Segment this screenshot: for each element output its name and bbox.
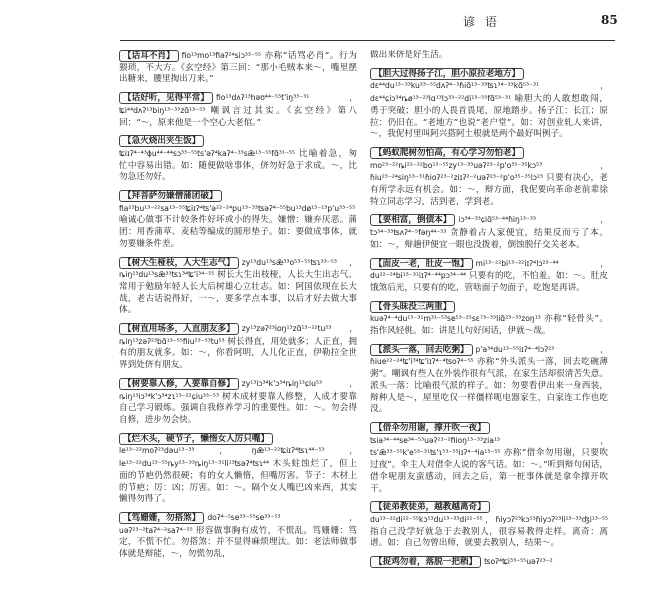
entry-term: 【树直用场多，人直朋友多】 (119, 323, 239, 335)
entry-definition: 树长大生出枝桠，人长大生出志气。常用于勉励年轻人长大后树雄心立壮志。如：阿国依现在长大哉，老古话说得好，一～，要多学点本事，以后才好去做大事体。 (119, 270, 357, 316)
entry-definition: 亦称“借伞勿用谢，只要吹过夜”。伞主人对借伞人说的客气话。如：～。”听到辩句闲话，借伞呢朋友蛮感动，回去之后，第一桩事体就是拿伞撑开吹干。 (370, 448, 608, 494)
dictionary-entry (370, 214, 608, 251)
entry-definition: 亦称“轻骨头”。指作风轻佻。如：讲是儿句好闲话，伊就～哉。 (370, 314, 608, 337)
entry-term: 【派头一落，回去吃粥】 (370, 344, 473, 356)
entry-definition: 只要有的吃，不怕羞。如：～。肚皮饿煞后光，只要有的吃，管啥面子勿面子，吃饱是再讲。 (370, 271, 608, 293)
dictionary-entry (370, 556, 608, 569)
dictionary-entry (119, 257, 357, 318)
entry-term: 【拜菩萨勿嫌僧蒲团破】 (119, 190, 222, 202)
dictionary-entry (370, 344, 608, 416)
entry-term: 【借伞勿用谢，撑开吹一夜】 (370, 422, 490, 434)
right-column (370, 50, 608, 605)
entry-phonetic: du¹³⁻²²di²²⁻⁵⁵kɔ⁵³du¹³⁻³³di²²⁻⁵⁵，ɦiyɔʔ²³kɔ⁵³ɦiyɔʔ²³li¹³⁻³³ʤi¹³⁻⁵⁵ (370, 514, 608, 524)
dictionary-entry (119, 512, 357, 561)
entry-definition: 指自己没学好就急于去教别人，很容易教得走样。离奇：离谱。如：自己勿曾出师，就要去教别人，结果～。 (370, 526, 608, 549)
header-rule (120, 40, 615, 41)
entry-definition: 喻胆大的人敢想敢闯，勇于突破；胆小的人畏首畏尾，原地踏步。扬子江：长江；原拉：仍旧在。“老地方”也说“老户堂”。如：对创业轧人来讲，～，我伲村里叫阿兴搭阿土根就是两个最好叫例子。 (370, 94, 608, 140)
entry-phonetic: iɔ³⁴⁻³³ɕiɑ̃⁵³⁻⁴⁴ɦiŋ¹³⁻³³，tɔ³⁴⁻³³ʦʌʔ⁴⁻⁵fəŋ⁴⁴⁻⁵³ (370, 215, 608, 238)
entry-term: 【骨头昧没三两重】 (370, 301, 455, 313)
entry-definition: 比喻着急，匆忙中容易出错。如：随便做啥事体，侪勿好急于求成。～，比勿急还勿好。 (119, 148, 357, 183)
dictionary-entry (370, 147, 608, 209)
entry-term: 【徒弟教徒弟，越教越离奇】 (370, 501, 490, 513)
entry-term: 【话好听，见得平常】 (119, 92, 213, 104)
entry-phonetic: doʔ⁴⁻⁵se³³⁻⁵⁵se³³⁻⁵³，uəʔ²³⁻²taʔ⁴⁻²saʔ⁴⁻⁵⁵ (119, 512, 357, 535)
dictionary-entry (370, 501, 608, 550)
entry-phonetic: mi¹³⁻²²bi¹³⁻²²iɪʔ⁴lɔ²³⁻⁴⁴，du²²⁻²⁴bi¹³⁻³¹iɪʔ⁴⁻⁴⁴pɔ³⁴⁻⁴⁴ (370, 258, 608, 281)
dictionary-entry (370, 301, 608, 338)
entry-phonetic: ʦia³⁴⁻⁴⁴se³⁴⁻⁵³uəʔ²³⁻²fiioŋ¹³⁻³³zia¹³，ts'æ̃³³⁻⁵⁵k'e⁵³⁻³¹ʦ'ɿ⁵³⁻⁵⁵iɪʔ⁴⁻⁴ia¹³⁻⁵⁵ (370, 435, 608, 458)
entry-phonetic: ʦoʔ⁴ʨi³³⁻⁵⁵uəʔ²³⁻² (484, 557, 553, 567)
entry-phonetic: fio¹³dʌʔ¹³həʊ⁴⁴⁻⁵⁵t'iŋ³³⁻³¹，ʨi⁴⁴dʌʔ¹³biŋ¹³⁻³³zɑ̃¹³⁻⁵³ (119, 93, 357, 115)
dictionary-entry (119, 135, 357, 184)
dictionary-entry (119, 50, 357, 86)
entry-phonetic: dɛ⁴⁴du¹³⁻³³ku³³⁻⁵⁵dʌʔ⁴⁻³ɦiɑ̃¹³⁻³³ʦɿ³⁴⁻³³kɑ̃⁵³⁻³¹，dɛ⁴⁴ɕiɔ³⁴ȵø¹³⁻²³lɑ¹³lɔ³³⁻²²di¹³⁻⁵⁵fɑ̃⁵³⁻³¹ (370, 81, 608, 104)
entry-definition: 树长得直，用处就多；人正直，拥有的朋友就多。如：～，你看阿明，人儿化正直，伊勒拉全世界到处侪有朋友。 (119, 336, 357, 371)
page-header (0, 0, 655, 38)
entry-definition: 树木成材要靠人修整，人成才要靠自己学习锻炼。强调自我修养学习的重要性。如：～。勿会得自修，进步勿会快。 (119, 391, 357, 425)
entry-phonetic: kuəʔ⁴⁻⁴du¹³⁻³¹m³¹⁻⁵³se⁵³⁻²⁵sɛ⁷³⁻³³liɑ̃²³⁻³³zoŋ¹³ (370, 314, 541, 324)
entry-phonetic: zy¹³zəʔ²³ioŋ¹³zɑ̃¹³⁻²²tu⁵³，ȵiŋ¹³zəʔ²³bɑ̃¹³⁻⁵⁵fiiu²³⁻⁵³tu⁵³ (119, 324, 357, 346)
entry-term: 【树要靠人修，人要靠自修】 (119, 378, 239, 390)
entry-term: 【要相富，倒债本】 (370, 214, 455, 226)
entry-phonetic: p'a³⁴du¹³⁻⁵⁵iɪʔ⁴⁻⁴lɔʔ²³，ɦiue²²⁻²⁴ʨ'i³⁴ʨ'iɪʔ⁴⁻⁴ʦoʔ⁴⁻⁵⁵ (370, 344, 608, 367)
entry-continuation: 做出来侪是好生活。 (370, 50, 448, 60)
dictionary-entry (119, 92, 357, 129)
entry-phonetic: fia²³bu¹³⁻²²sa¹³⁻⁵⁵ʨiɪʔ⁴ʦ'ə²²⁻²⁴pu¹³⁻³³ʦəʔ⁴⁻⁵⁵bu¹³dø¹³⁻¹³p'u³³⁻⁵⁵ (119, 203, 356, 213)
entry-phonetic: zy¹³du¹³sæ̃³³o⁵³⁻⁵⁵ʦɿ³³⁻⁵³，ȵiŋ¹³du¹³sæ̃³³ʦɿ³⁴ʨ'i³⁴⁻⁵⁵ (119, 257, 357, 280)
entry-definition: 亦称“话骂必肖”。行为猥琐，不大方。《玄空经》第三回：“那小毛贼本来～，嘴里摆出糖来，腰里掏出刀来。” (119, 51, 357, 85)
entry-term: 【捉鸡勿着，落脱一把稻】 (370, 556, 481, 568)
dictionary-entry (370, 422, 608, 495)
entry-definition: 喻诚心做事不计较条件好坏或小的得失。嫌憎：嫌弃厌恶。蒲团：用香蒲草、麦秸等编成的圆形垫子。如：要做成事体，就勿要嫌条件差。 (119, 215, 357, 249)
entry-definition: 贪静着占人家便宜，结果反而亏了本。如：～，辩趟伊便宜一眼也没拨着，倒蚀脱仔交关老本。 (370, 228, 608, 250)
entry-term: 【笃姗姗，勿搭煞】 (119, 512, 204, 524)
dictionary-entry (119, 378, 357, 427)
running-title: 谚 语 (463, 15, 500, 29)
page-number: 85 (601, 13, 618, 27)
entry-phonetic: zy¹³iɔ³⁴k'ɔ³⁴ȵiŋ¹³ɕiu⁵³，ȵiŋ¹³iɔ³⁴k'ɔ³⁴zɿ¹³⁻²²ɕiu³³⁻⁵³ (119, 378, 357, 401)
dictionary-entry (119, 323, 357, 372)
entry-phonetic: ʨiɪʔ⁴⁻⁴³ɸu⁴⁴⁻⁴⁴sɔ³³⁻⁵⁵ts'əʔ⁴kaʔ⁴⁻³³sæ̃¹³⁻⁵⁵fɑ̃³¹⁻⁵⁵ (119, 148, 295, 158)
dictionary-entry (370, 258, 608, 295)
dictionary-entry (119, 433, 357, 506)
entry-term: 【急火烧出夹生饭】 (119, 135, 204, 147)
entry-phonetic: fio¹³mo¹³fiəʔ²⁴siɔ³³⁻⁵⁵ (181, 51, 262, 60)
entry-definition: 形容做事胸有成竹，不慌乱。笃姗姗：笃定，不慌不忙。勿搭煞：并不显得麻烦埋汰。如：老法师做事体就是辩能，～，勿慌勿乱， (119, 525, 357, 560)
entry-term: 【烂木头，硬节子，懒惰女人厉只嘴】 (119, 433, 273, 445)
entry-phonetic: mo²³⁻²²ȵi²²⁻²²bo¹³⁻⁵⁵zy¹³⁻³³uəʔ²³⁻²p'o³⁵⁻³⁵kɔ⁵³，ɦiu²³⁻²⁴siŋ⁵³⁻³¹ɦioʔ²³⁻²ziɪʔ²⁻²uəʔ²³⁻²p'o³⁵⁻³⁵lɔ²³ (370, 160, 608, 183)
left-column (119, 50, 357, 605)
entry-definition: 嘲讽言过其实。《玄空经》第八回：“～，原来他是一个空心大老倌。” (119, 105, 357, 128)
entry-definition: 木头蛀蚀烂了，但上面的节疤仍然很硬；有的女人懒惰，但嘴厉害。节子：木材上的节疤；厉：凶；厉害。如：～。隔个女人嘴巴凶来西，其实懒得勿得了。 (119, 459, 357, 505)
entry-term: 【胆大过得扬子江，胆小原拉老地方】 (370, 68, 524, 80)
entry-term: 【面皮一老，肚皮一饱】 (370, 258, 473, 270)
dictionary-entry (370, 68, 608, 141)
dictionary-entry (119, 190, 357, 251)
entry-phonetic: le¹³⁻²²moʔ²³dəu¹³⁻³³，ŋæ̃¹³⁻²²ʨiɪʔ⁴ʦɿ⁴⁴⁻⁵³，le¹³⁻²²du¹³⁻⁵⁵ȵy²³⁻³³ȵiŋ¹³⁻³¹li¹³ʦəʔ⁴ʦɿ⁴⁴ (119, 446, 357, 469)
entry-definition: 只要有决心，老有所学永远有机会。如：～，辩方面，我伲要向革命老前辈徐特立同志学习，活到老，学到老。 (370, 173, 608, 207)
entry-term: 【树大生桠枝，人大生志气】 (119, 257, 239, 269)
entry-definition: 亦称“外头派头一落，回去吃碗薄粥”。嘲讽有些人在外装作很有气派，在家生活却很清苦失意。派头一落：比喻很气派的样子。如：勿要看伊出来一身西装，辩种人是～，屋里吃仅一样僵样呃电器家生，白家连工作也吃没。 (370, 357, 608, 415)
entry-term: 【蚂蚁爬树勿怕高，有心学习勿怕老】 (370, 147, 524, 159)
entry-term: 【话耳不肖】 (119, 50, 179, 62)
